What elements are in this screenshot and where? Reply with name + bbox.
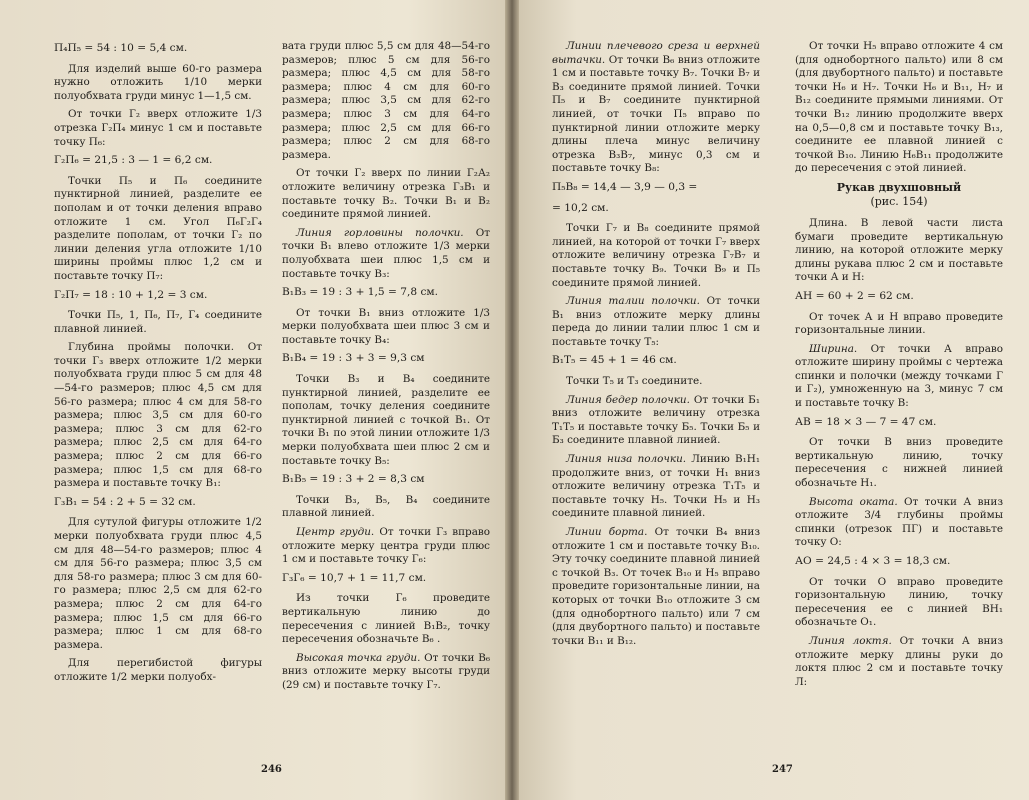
left-page-column-1 [54,40,262,690]
formula-line [795,555,1003,569]
paragraph-text: От точки Н₅ вправо отложите 4 см (для однобортного пальто) или 8 см (для двубортного пальто) и поставьте точки Н₆ и Н₇. Точки Н₆ и В₁₁, Н₇ и В₁₂ соедините прямыми линиями. От точки В₁₂ линию продолжите вверх на 0,5—0,8 см и поставьте точку В₁₃, соедините ее плавной линией с точкой В₁₀. Линию Н₆В₁₁ продолжите до пересечения с этой линией. [795,40,1003,175]
paragraph-text: = 10,2 см. [552,201,609,214]
paragraph [282,167,490,221]
paragraph [54,516,262,652]
paragraph-text: От точки А вниз отложите мерку длины руки до локтя плюс 2 см и поставьте точку Л: [795,634,1003,688]
paragraph-text: От точки В₁ вниз отложите 1/3 мерки полуобхвата шеи плюс 3 см и поставьте точку В₄: [282,306,490,346]
paragraph-text: От точки Б₁ вниз отложите величину отрезка Т₁Т₅ и поставьте точку Б₅. Точки Б₅ и Б₃ соедините плавной линией. [552,393,760,447]
formula-line [282,473,490,487]
paragraph [282,652,490,693]
formula-line [282,352,490,366]
paragraph-text: П₅В₈ = 14,4 — 3,9 — 0,3 = [552,180,698,193]
paragraph-text: Г₂П₇ = 18 : 10 + 1,2 = 3 см. [54,288,208,301]
italic-subheading: Высокая точка груди. [296,651,421,664]
paragraph-text: Длина. В левой части листа бумаги проведите вертикальную линию, на которой отложите мерку длины рукава плюс 2 см и поставьте точки А и Н: [795,216,1003,284]
right-page [515,0,1029,800]
paragraph [282,40,490,162]
italic-subheading: Линия бедер полочки. [566,393,690,406]
italic-subheading: Центр груди. [296,526,375,538]
formula-line [54,289,262,303]
paragraph [552,222,760,290]
paragraph-text: Для перегибистой фигуры отложите 1/2 мерки полуобх- [54,657,262,683]
italic-subheading: Линия горловины полочки. [296,226,464,239]
paragraph [552,375,760,389]
paragraph-text: Точки Т₅ и Т₃ соедините. [566,375,703,388]
paragraph-text: От точки А вниз отложите 3/4 глубины проймы спинки (отрезок ПГ) и поставьте точку О: [795,495,1003,549]
left-page-column-2 [282,40,490,698]
paragraph [795,217,1003,285]
italic-subheading: Ширина. [809,342,858,355]
paragraph-text: вата груди плюс 5,5 см для 48—54-го размеров; плюс 5 см для 56-го размера; плюс 4,5 см для 58-го размера; плюс 4 см для 60-го размера; плюс 3,5 см для 62-го размера; плюс 3 см для 64-го размера; плюс 2,5 см для 66-го размера; плюс 2 см для 68-го размера. [282,40,490,161]
paragraph [795,496,1003,550]
paragraph [54,341,262,491]
paragraph [282,494,490,521]
paragraph-text: Точки В₃ и В₄ соедините пунктирной линией, разделите ее пополам, точку деления соедините пунктирной линией с точкой В₁. От точки В₁ по этой линии отложите 1/3 мерки полуобхвата шеи плюс 2 см и поставьте точку В₅: [282,373,490,467]
paragraph [552,40,760,176]
formula-line [282,286,490,300]
paragraph [282,526,490,567]
paragraph-text: В₁В₅ = 19 : 3 + 2 = 8,3 см [282,473,425,486]
formula-line [795,416,1003,430]
paragraph-text: От точки Г₃ вправо отложите мерку центра груди плюс 1 см и поставьте точку Г₆: [282,526,491,566]
paragraph-text: П₄П₅ = 54 : 10 = 5,4 см. [54,42,188,54]
paragraph-text: В₁Т₅ = 45 + 1 = 46 см. [552,354,677,367]
paragraph [54,63,262,104]
formula-line [552,202,760,216]
book-gutter [505,0,519,800]
page-number-left: 246 [261,764,282,775]
paragraph-text: АН = 60 + 2 = 62 см. [795,289,914,302]
page-number-right: 247 [772,764,793,775]
paragraph-text: От точки В₆ вниз отложите мерку высоты груди (29 см) и поставьте точку Г₇. [282,651,490,691]
paragraph [552,453,760,521]
paragraph-text: Точки В₃, В₅, В₄ соедините плавной линией. [282,493,490,520]
section-heading [795,181,1003,209]
paragraph [282,373,490,468]
paragraph-text: Линию В₁Н₁ продолжите вниз, от точки Н₁ вниз отложите величину отрезка Т₁Т₅ и поставьте точку Н₅. Точки Н₅ и Н₃ соедините плавной линией. [552,453,760,520]
paragraph [54,108,262,149]
paragraph [552,295,760,349]
paragraph-text: От точки Г₂ вверх по линии Г₂А₂ отложите величину отрезка Г₃В₁ и поставьте точку В₂. Точки В₁ и В₂ соедините прямой линией. [282,167,490,221]
paragraph [795,343,1003,411]
paragraph-text: От точки Г₂ вверх отложите 1/3 отрезка Г₂П₄ минус 1 см и поставьте точку П₆: [54,108,262,148]
paragraph-text: Для изделий выше 60-го размера нужно отложить 1/10 мерки полуобхвата груди минус 1—1,5 см. [54,62,262,102]
paragraph-text: От точки О вправо проведите горизонтальную линию, точку пересечения ее с линией ВН₁ обозначьте О₁. [795,575,1003,629]
paragraph-text: В₁В₃ = 19 : 3 + 1,5 = 7,8 см. [282,286,439,299]
paragraph-text: Точки Г₇ и В₈ соедините прямой линией, на которой от точки Г₇ вверх отложите величину отрезка Г₇В₇ и поставьте точку В₉. Точки В₉ и П₅ соедините прямой линией. [552,222,760,289]
paragraph-text: От точки В₁ вниз отложите мерку длины переда до линии талии плюс 1 см и поставьте точку Т₅: [552,295,760,348]
italic-subheading: Высота оката. [809,495,898,508]
paragraph-text: От точки В₁ влево отложите 1/3 мерки полуобхвата шеи плюс 1,5 см и поставьте точку В₃: [282,226,490,280]
paragraph-text: Глубина проймы полочки. От точки Г₃ вверх отложите 1/2 мерки полуобхвата груди плюс 5 см для 48—54-го размеров; плюс 4,5 см для 56-го размера; плюс 4 см для 58-го размера; плюс 3,5 см для 60-го размера; плюс 3 см для 62-го размера; плюс 2,5 см для 64-го размера; плюс 2 см для 66-го размера; плюс 1,5 см для 68-го размера и поставьте точку В₁: [54,341,262,490]
formula-line [54,154,262,168]
italic-subheading: Линия талии полочки. [566,295,700,308]
paragraph [282,592,490,646]
paragraph [795,576,1003,630]
paragraph [552,526,760,648]
paragraph-text: От точки В вниз проведите вертикальную линию, точку пересечения с нижней линией обозначьте Н₁. [795,436,1003,490]
section-heading-title: Рукав двухшовный [836,180,962,194]
paragraph [795,311,1003,338]
italic-subheading: Линия локтя. [809,634,892,647]
paragraph [282,307,490,348]
paragraph-text: Г₃В₁ = 54 : 2 + 5 = 32 см. [54,495,196,508]
paragraph [795,436,1003,490]
paragraph-text: От точки В₄ вниз отложите 1 см и поставьте точку В₁₀. Эту точку соедините плавной линией с точкой В₃. От точек В₁₀ и Н₅ вправо проведите горизонтальные линии, на которых от точки В₁₀ отложите 3 см (для однобортного пальто) или 7 см (для двубортного пальто) и поставьте точки В₁₁ и В₁₂. [552,526,760,647]
paragraph [552,394,760,448]
italic-subheading: Линии борта. [566,526,648,538]
formula-line [54,496,262,510]
italic-subheading: Линии плечевого среза и верхней вытачки. [552,40,760,66]
paragraph-text: Для сутулой фигуры отложите 1/2 мерки полуобхвата груди плюс 4,5 см для 48—54-го размеров; плюс 4 см для 56-го размера; плюс 3,5 см для 58-го размера; плюс 3 см для 60-го размера; плюс 2,5 см для 62-го размера; плюс 2 см для 64-го размера; плюс 1,5 см для 66-го размера; плюс 1 см для 68-го размера. [54,516,262,651]
italic-subheading: Линия низа полочки. [566,453,687,466]
paragraph [282,227,490,281]
section-heading-figure-ref: (рис. 154) [870,194,928,208]
paragraph [795,40,1003,176]
paragraph-text: Г₃Г₆ = 10,7 + 1 = 11,7 см. [282,571,427,584]
paragraph [54,657,262,684]
left-page [0,0,510,800]
paragraph-text: От точки А вправо отложите ширину проймы с чертежа спинки и полочки (между точками Г и Г₂), умноженную на 3, минус 7 см и поставьте точку В: [795,342,1003,410]
formula-line [552,354,760,368]
paragraph [54,309,262,336]
paragraph [795,635,1003,689]
formula-line [282,572,490,586]
paragraph-text: АО = 24,5 : 4 × 3 = 18,3 см. [795,555,951,567]
right-page-column-1 [552,40,760,653]
paragraph-text: Г₂П₆ = 21,5 : 3 — 1 = 6,2 см. [54,154,213,167]
paragraph-text: От точки В₆ вниз отложите 1 см и поставьте точку В₇. Точки В₇ и В₃ соедините прямой линией. Точки П₅ и В₇ соедините пунктирной линией, от точки П₅ вправо по пунктирной линии отложите мерку длины плеча минус величину отрезка В₃В₇, минус 0,3 см и поставьте точку В₈: [552,53,760,175]
formula-line [795,290,1003,304]
paragraph-text: АВ = 18 × 3 — 7 = 47 см. [795,415,937,428]
paragraph-text: От точек А и Н вправо проведите горизонтальные линии. [795,310,1003,337]
paragraph-text: Точки П₅, 1, П₆, П₇, Г₄ соедините плавной линией. [54,309,262,335]
paragraph-text: Из точки Г₆ проведите вертикальную линию до пересечения с линией В₁В₂, точку пересечения обозначьте В₆ . [282,592,490,646]
right-page-column-2 [795,40,1003,694]
paragraph-text: В₁В₄ = 19 : 3 + 3 = 9,3 см [282,352,425,365]
paragraph-text: Точки П₅ и П₆ соедините пунктирной линией, разделите ее пополам и от точки деления вправо отложите 1 см. Угол П₆Г₂Г₄ разделите пополам, от точки Г₂ по линии деления угла отложите 1/10 ширины проймы плюс 1,2 см и поставьте точку П₇: [54,174,262,282]
paragraph [54,175,262,284]
formula-line [54,42,262,56]
formula-line [552,181,760,195]
